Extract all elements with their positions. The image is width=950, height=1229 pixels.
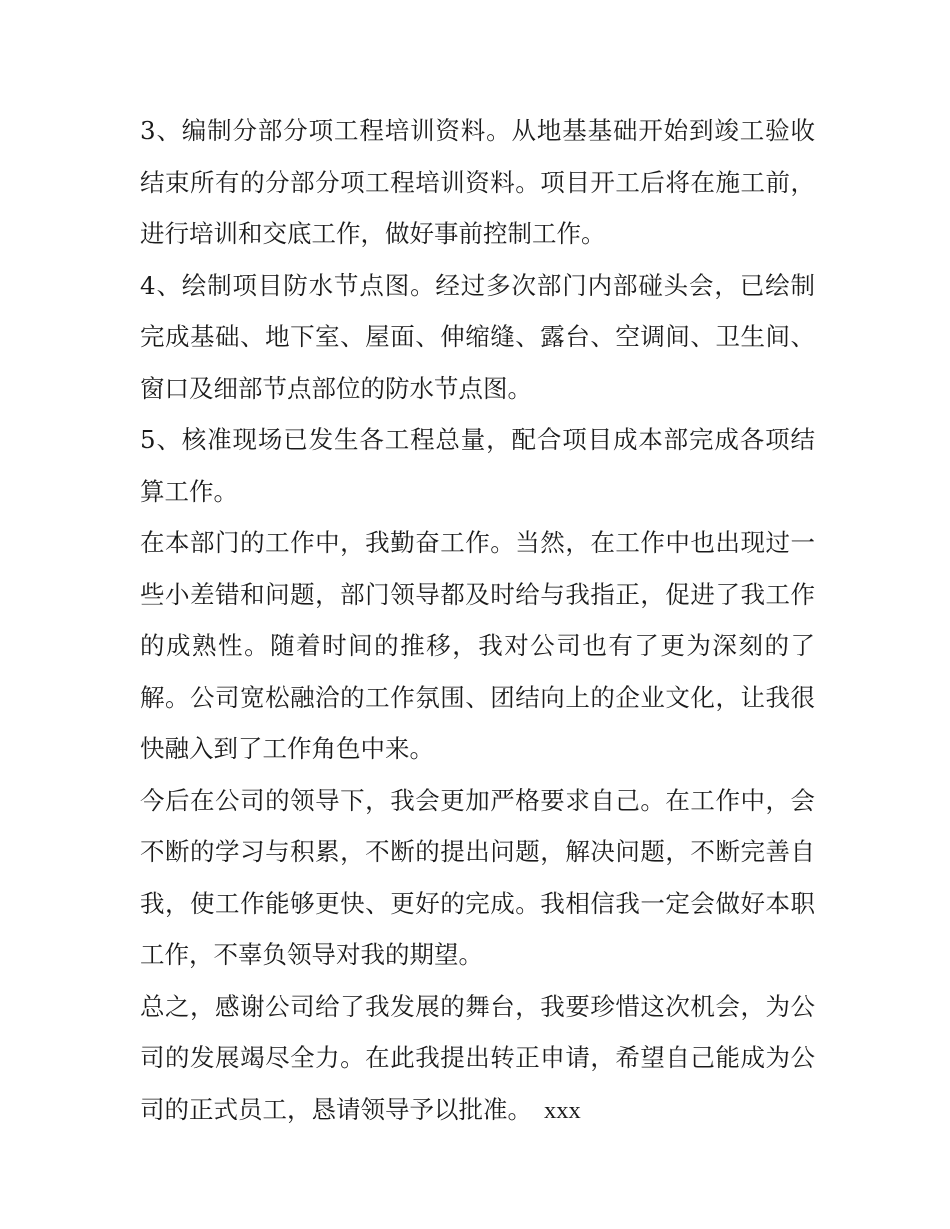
paragraph-item-3: 3、编制分部分项工程培训资料。从地基基础开始到竣工验收结束所有的分部分项工程培训资料。项目开工后将在施工前，进行培训和交底工作，做好事前控制工作。	[140, 116, 815, 248]
paragraph-conclusion	[140, 981, 815, 1137]
paragraph-item-5: 5、核准现场已发生各工程总量，配合项目成本部完成各项结算工作。	[140, 425, 815, 506]
paragraph-item-4: 4、绘制项目防水节点图。经过多次部门内部碰头会，已绘制完成基础、地下室、屋面、伸缩缝、露台、空调间、卫生间、窗口及细部节点部位的防水节点图。	[140, 270, 815, 403]
signature: xxx	[544, 1096, 581, 1124]
conclusion-text: 总之，感谢公司给了我发展的舞台，我要珍惜这次机会，为公司的发展竭尽全力。在此我提出转正申请，希望自己能成为公司的正式员工，恳请领导予以批准。	[140, 991, 815, 1124]
paragraph-work-review: 在本部门的工作中，我勤奋工作。当然，在工作中也出现过一些小差错和问题，部门领导都及时给与我指正，促进了我工作的成熟性。随着时间的推移，我对公司也有了更为深刻的了解。公司宽松融洽的工作氛围、团结向上的企业文化，让我很快融入到了工作角色中来。	[140, 528, 815, 763]
document-body	[140, 105, 815, 1136]
paragraph-future-plan: 今后在公司的领导下，我会更加严格要求自己。在工作中，会不断的学习与积累，不断的提出问题，解决问题，不断完善自我，使工作能够更快、更好的完成。我相信我一定会做好本职工作，不辜负领导对我的期望。	[140, 785, 815, 969]
